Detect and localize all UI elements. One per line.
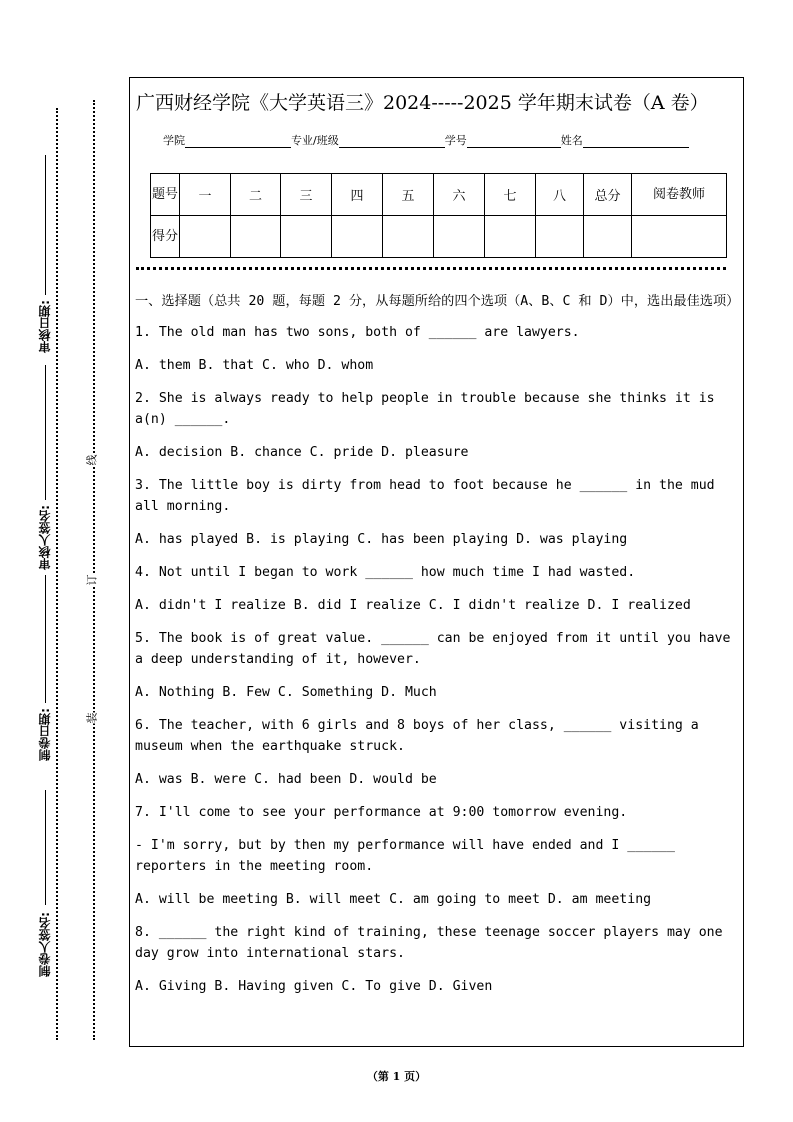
- score-cell[interactable]: [231, 216, 281, 258]
- score-cell[interactable]: [485, 216, 536, 258]
- score-table-score-row: [151, 216, 727, 258]
- left-dotted-line: [56, 108, 58, 1040]
- row-header-question-number: 题号: [151, 174, 180, 216]
- name-label: 姓名: [560, 134, 583, 147]
- question-options: A. them B. that C. who D. whom: [135, 358, 374, 373]
- score-cell[interactable]: [332, 216, 383, 258]
- dotted-separator: [136, 267, 726, 270]
- question-options: A. Nothing B. Few C. Something D. Much: [135, 685, 437, 700]
- review-date-line: [45, 155, 46, 295]
- question-stem: 5. The book is of great value. ______ can be enjoyed from it until you have a deep understanding of it, however.: [135, 631, 731, 667]
- question-options: A. didn't I realize B. did I realize C. I didn't realize D. I realized: [135, 598, 691, 613]
- question-options: A. has played B. is playing C. has been playing D. was playing: [135, 532, 628, 547]
- score-cell[interactable]: [632, 216, 727, 258]
- col-grader: 阅卷教师: [632, 174, 727, 216]
- college-field[interactable]: [185, 137, 291, 148]
- row-header-score: 得分: [151, 216, 180, 258]
- question-stem: 4. Not until I began to work ______ how much time I had wasted.: [135, 565, 636, 580]
- question-stem: 3. The little boy is dirty from head to foot because he ______ in the mud all morning.: [135, 478, 715, 514]
- question-options: A. was B. were C. had been D. would be: [135, 772, 437, 787]
- score-cell[interactable]: [281, 216, 332, 258]
- student-id-label: 学号: [444, 134, 467, 147]
- maker-sign-label: 制卷人签名:: [38, 912, 52, 977]
- seal-char-ding: 订: [82, 575, 102, 586]
- student-id-field[interactable]: [467, 137, 561, 148]
- seal-char-zhuang: 装: [82, 713, 102, 724]
- exam-title: 广西财经学院《大学英语三》2024-----2025 学年期末试卷（A 卷）: [136, 92, 709, 114]
- seal-char-xian: 线: [82, 455, 102, 466]
- question-stem: 2. She is always ready to help people in trouble because she thinks it is a(n) ______.: [135, 391, 715, 427]
- col-1: 一: [180, 174, 231, 216]
- student-info-row: [163, 132, 689, 148]
- col-8: 八: [536, 174, 584, 216]
- make-date-line: [45, 575, 46, 703]
- review-date-label: 审核日期:: [38, 300, 52, 353]
- col-total: 总分: [584, 174, 632, 216]
- major-field[interactable]: [339, 137, 445, 148]
- col-3: 三: [281, 174, 332, 216]
- major-label: 专业/班级: [291, 134, 339, 147]
- col-5: 五: [383, 174, 434, 216]
- reviewer-sign-line: [45, 365, 46, 500]
- page-number: （第 1 页）: [366, 1070, 427, 1083]
- score-cell[interactable]: [383, 216, 434, 258]
- question-dialog: - I'm sorry, but by then my performance will have ended and I ______ reporters in the meeting room.: [135, 838, 675, 874]
- col-7: 七: [485, 174, 536, 216]
- binding-dotted-line: [93, 100, 95, 1040]
- maker-sign-line: [45, 790, 46, 905]
- question-stem: 1. The old man has two sons, both of ______ are lawyers.: [135, 325, 580, 340]
- question-section: [135, 291, 741, 1009]
- make-date-label: 制卷日期:: [38, 708, 52, 761]
- col-6: 六: [434, 174, 485, 216]
- reviewer-sign-label: 审核人签名:: [38, 505, 52, 570]
- col-4: 四: [332, 174, 383, 216]
- col-2: 二: [231, 174, 281, 216]
- question-stem: 7. I'll come to see your performance at 9:00 tomorrow evening.: [135, 805, 628, 820]
- name-field[interactable]: [583, 137, 689, 148]
- score-cell[interactable]: [180, 216, 231, 258]
- score-cell[interactable]: [434, 216, 485, 258]
- question-options: A. Giving B. Having given C. To give D. Given: [135, 979, 493, 994]
- question-stem: 8. ______ the right kind of training, these teenage soccer players may one day grow into international stars.: [135, 925, 723, 961]
- section-heading: 一、选择题（总共 20 题，每题 2 分，从每题所给的四个选项（A、B、C 和 D）中，选出最佳选项）: [135, 294, 740, 309]
- question-stem: 6. The teacher, with 6 girls and 8 boys of her class, ______ visiting a museum when the earthquake struck.: [135, 718, 699, 754]
- score-table: [150, 173, 727, 258]
- question-options: A. will be meeting B. will meet C. am going to meet D. am meeting: [135, 892, 652, 907]
- score-cell[interactable]: [584, 216, 632, 258]
- score-table-header-row: [151, 174, 727, 216]
- score-cell[interactable]: [536, 216, 584, 258]
- college-label: 学院: [163, 134, 185, 147]
- question-options: A. decision B. chance C. pride D. pleasure: [135, 445, 469, 460]
